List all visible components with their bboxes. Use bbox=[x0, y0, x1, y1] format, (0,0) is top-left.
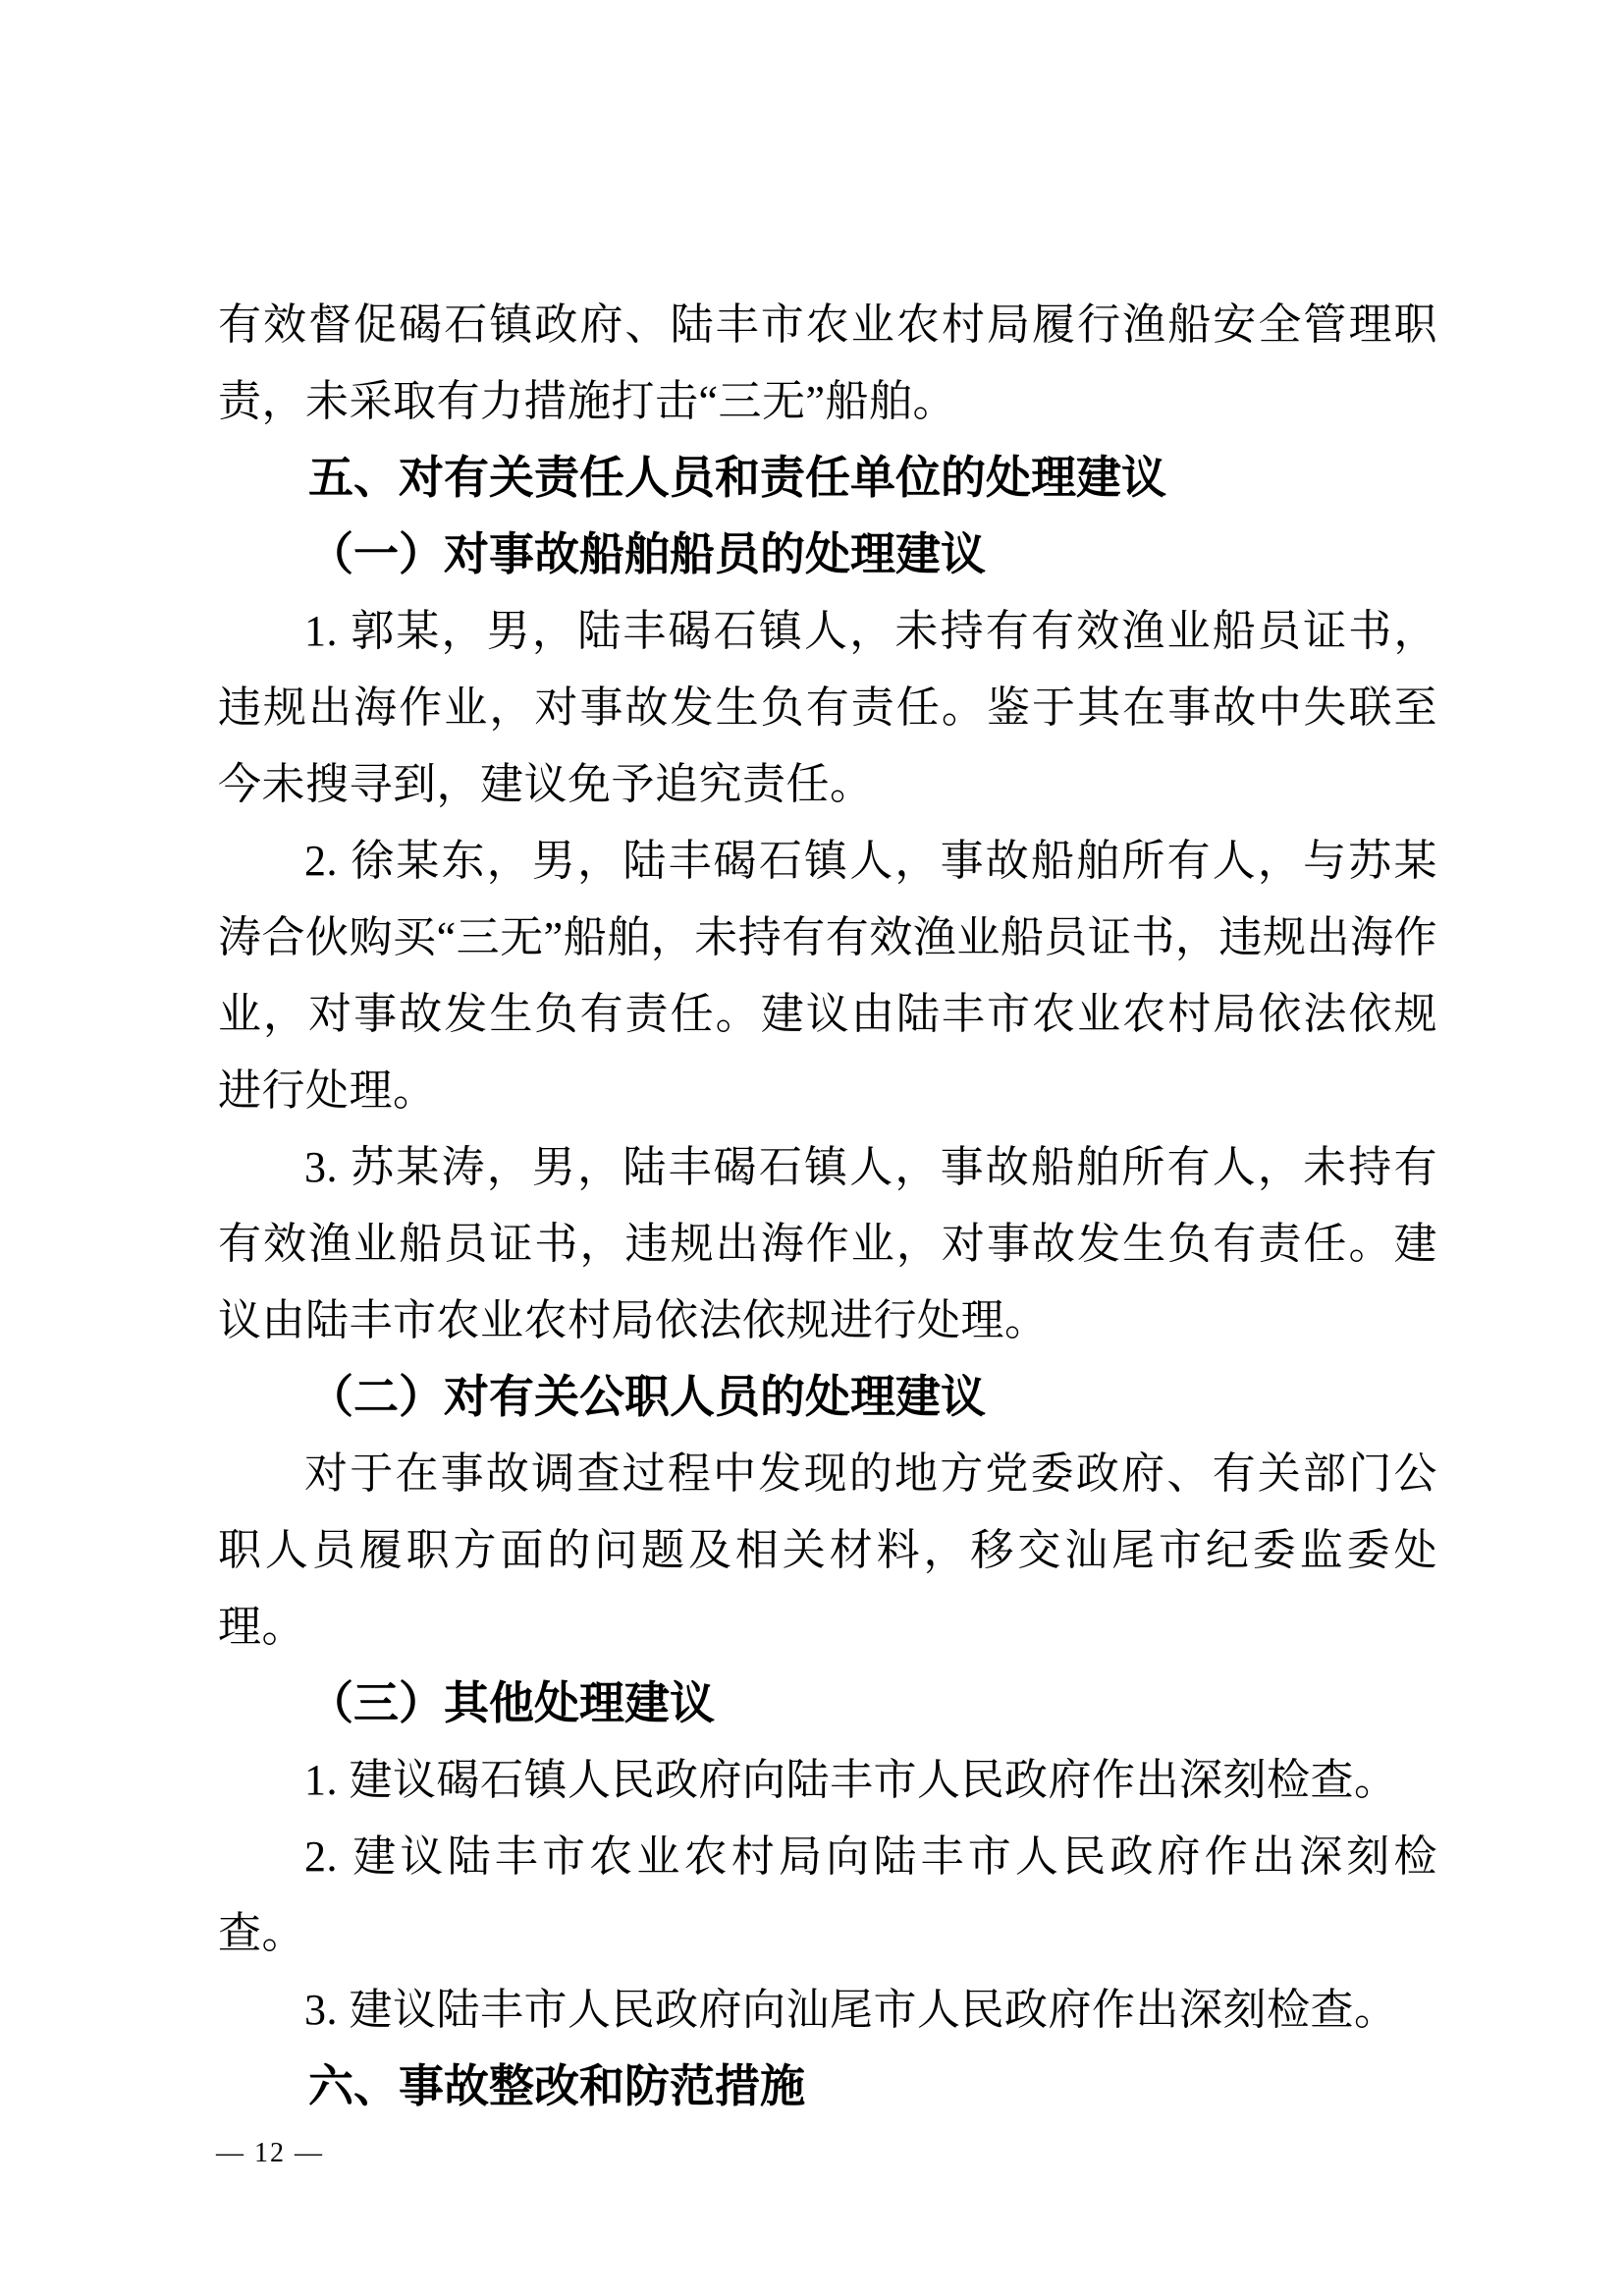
other-recommendation-2: 2. 建议陆丰市农业农村局向陆丰市人民政府作出深刻检查。 bbox=[218, 1832, 1437, 1957]
subsection-heading-5-2: （二）对有关公职人员的处理建议 bbox=[308, 1372, 986, 1422]
document-body bbox=[218, 287, 1437, 2125]
other-recommendation-1: 1. 建议碣石镇人民政府向陆丰市人民政府作出深刻检查。 bbox=[304, 1756, 1398, 1804]
page-number: — 12 — bbox=[216, 2138, 324, 2168]
crew-item-2-paragraph: 2. 徐某东，男，陆丰碣石镇人，事故船舶所有人，与苏某涛合伙购买“三无”船舶，未持有有效渔业船员证书，违规出海作业，对事故发生负有责任。建议由陆丰市农业农村局依法依规进行处理。 bbox=[218, 837, 1437, 1115]
subsection-heading-5-3: （三）其他处理建议 bbox=[308, 1678, 715, 1728]
section-heading-6: 六、事故整改和防范措施 bbox=[308, 2061, 805, 2111]
crew-item-1-paragraph: 1. 郭某，男，陆丰碣石镇人，未持有有效渔业船员证书，违规出海作业，对事故发生负有责任。鉴于其在事故中失联至今未搜寻到，建议免予追究责任。 bbox=[218, 607, 1437, 808]
crew-item-3-paragraph: 3. 苏某涛，男，陆丰碣石镇人，事故船舶所有人，未持有有效渔业船员证书，违规出海作业，对事故发生负有责任。建议由陆丰市农业农村局依法依规进行处理。 bbox=[218, 1143, 1437, 1344]
other-recommendation-3: 3. 建议陆丰市人民政府向汕尾市人民政府作出深刻检查。 bbox=[304, 1986, 1398, 2034]
public-officials-paragraph: 对于在事故调查过程中发现的地方党委政府、有关部门公职人员履职方面的问题及相关材料，移交汕尾市纪委监委处理。 bbox=[218, 1449, 1437, 1651]
section-heading-5: 五、对有关责任人员和责任单位的处理建议 bbox=[308, 453, 1166, 503]
subsection-heading-5-1: （一）对事故船舶船员的处理建议 bbox=[308, 529, 986, 579]
continuation-paragraph: 有效督促碣石镇政府、陆丰市农业农村局履行渔船安全管理职责，未采取有力措施打击“三无”船舶。 bbox=[218, 301, 1437, 425]
